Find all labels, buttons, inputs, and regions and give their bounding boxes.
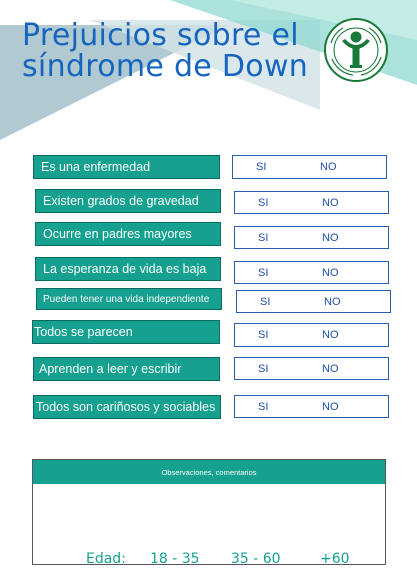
question-label: La esperanza de vida es baja — [35, 257, 221, 281]
page-title — [22, 20, 322, 82]
answer-box[interactable] — [234, 226, 389, 249]
yes-option[interactable]: SI — [258, 329, 269, 341]
question-label: Pueden tener una vida independiente — [36, 288, 222, 310]
title-line-1: Prejuicios sobre el — [22, 18, 299, 53]
no-option[interactable]: NO — [320, 161, 337, 173]
yes-option[interactable]: SI — [258, 362, 269, 375]
question-label: Es una enfermedad — [33, 155, 220, 179]
foundation-logo-icon — [323, 17, 389, 83]
age-option-18-35[interactable]: 18 - 35 — [150, 551, 200, 567]
no-option[interactable]: NO — [322, 231, 339, 244]
no-option[interactable]: NO — [322, 400, 339, 413]
age-label: Edad: — [86, 551, 126, 567]
question-label: Existen grados de gravedad — [35, 189, 221, 213]
yes-option[interactable]: SI — [258, 196, 269, 209]
title-line-2: síndrome de Down — [22, 49, 309, 84]
answer-box[interactable] — [234, 395, 389, 418]
question-label: Aprenden a leer y escribir — [33, 357, 220, 381]
yes-option[interactable]: SI — [260, 295, 271, 308]
answer-box[interactable] — [232, 155, 387, 179]
no-option[interactable]: NO — [322, 329, 339, 341]
yes-option[interactable]: SI — [258, 400, 269, 413]
answer-box[interactable] — [234, 261, 389, 284]
yes-option[interactable]: SI — [258, 266, 269, 279]
age-option-60-plus[interactable]: +60 — [320, 551, 350, 567]
no-option[interactable]: NO — [322, 196, 339, 209]
no-option[interactable]: NO — [322, 362, 339, 375]
answer-box[interactable] — [236, 290, 391, 313]
answer-box[interactable] — [234, 191, 389, 214]
yes-option[interactable]: SI — [258, 231, 269, 244]
observations-box — [32, 459, 386, 565]
observations-header: Observaciones, comentarios — [33, 460, 385, 484]
yes-option[interactable]: SI — [256, 161, 267, 173]
answer-box[interactable] — [234, 323, 389, 347]
question-label: Todos se parecen — [32, 320, 220, 344]
foundation-logo — [323, 17, 389, 83]
no-option[interactable]: NO — [324, 295, 341, 308]
question-label: Todos son cariñosos y sociables — [33, 395, 221, 419]
no-option[interactable]: NO — [322, 266, 339, 279]
answer-box[interactable] — [234, 357, 389, 380]
age-option-35-60[interactable]: 35 - 60 — [231, 551, 281, 567]
question-label: Ocurre en padres mayores — [35, 222, 221, 246]
